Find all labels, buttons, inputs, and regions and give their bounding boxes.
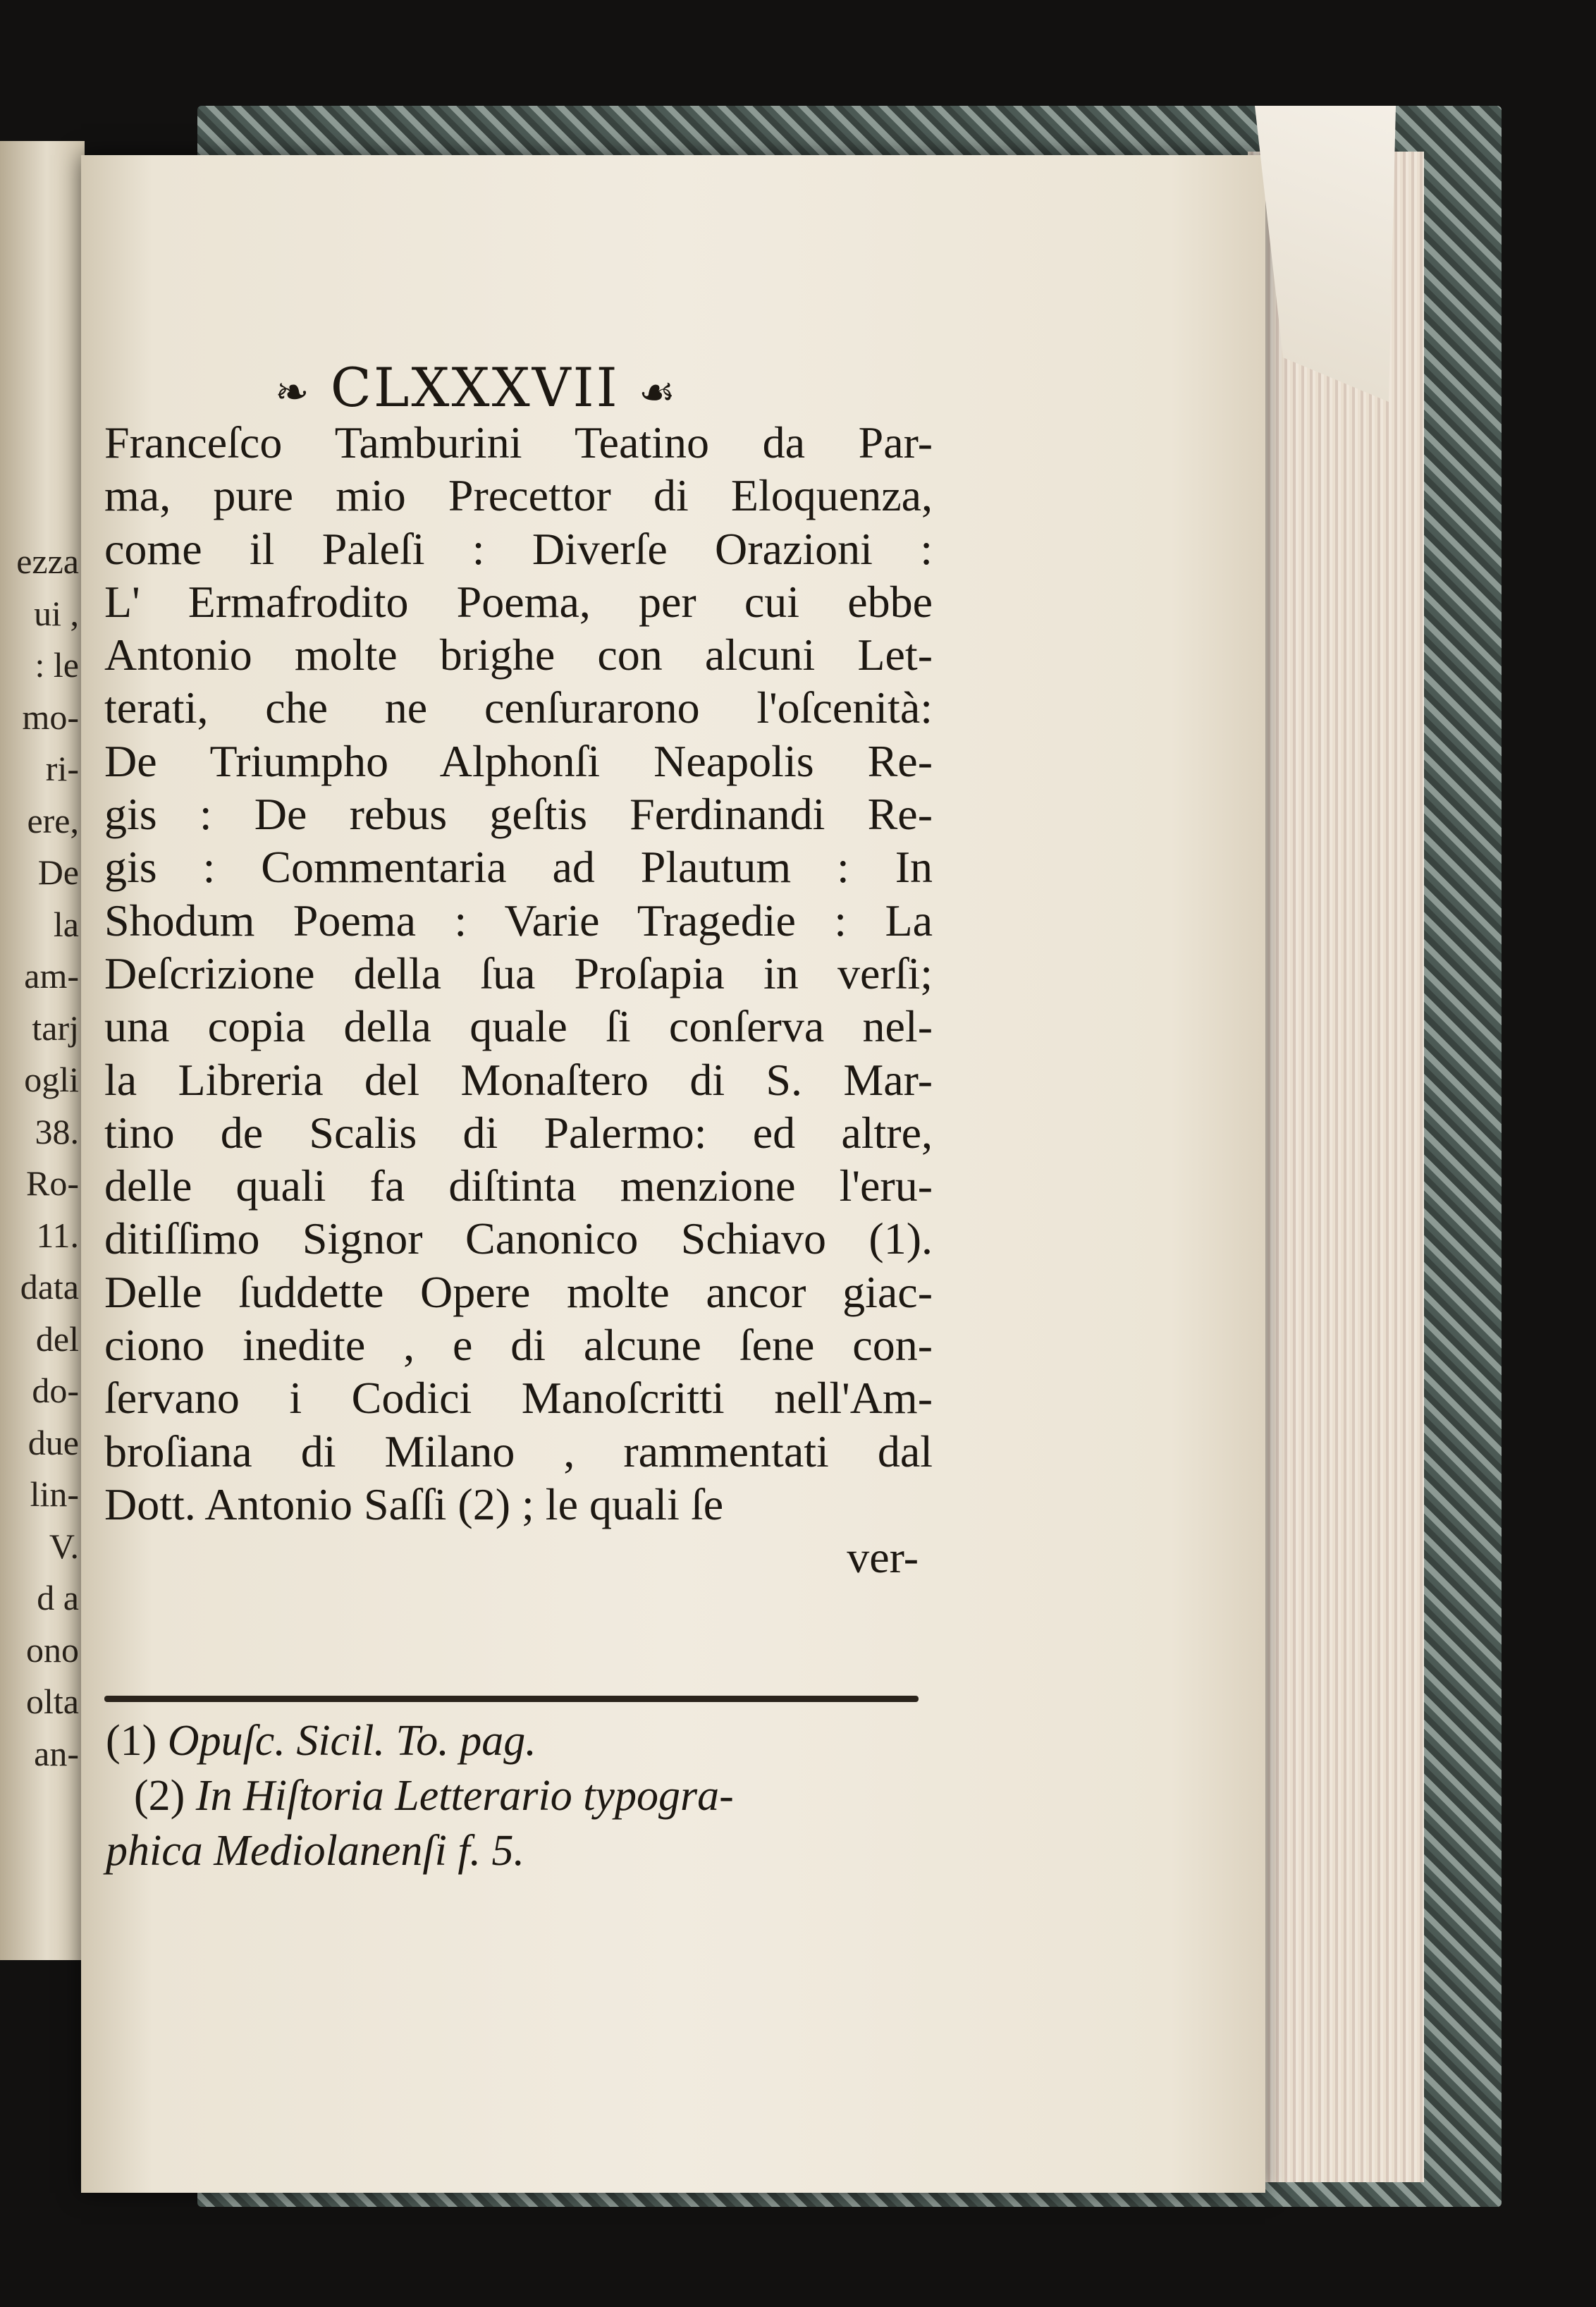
text-line: Delle ſuddette Opere molte ancor giac- [104, 1266, 933, 1317]
footnotes [106, 1713, 923, 1878]
text-line: Deſcrizione della ſua Proſapia in verſi; [104, 948, 933, 998]
left-page-fragment: ui , [34, 593, 79, 633]
text-line: Shodum Poema : Varie Tragedie : La [104, 895, 933, 946]
footnote-2 [106, 1768, 923, 1823]
footnote-text: Opuſc. Sicil. To. pag. [167, 1717, 536, 1765]
left-page-fragment: lin- [30, 1474, 79, 1514]
left-page-fragment: ere, [27, 800, 79, 840]
ornament-left-icon: ❧ [275, 368, 312, 416]
text-line: la Libreria del Monaſtero di S. Mar- [104, 1054, 933, 1105]
text-line: delle quali fa diſtinta menzione l'eru- [104, 1161, 933, 1211]
text-line: Dott. Antonio Saſſi (2) ; le quali ſe [104, 1479, 724, 1529]
left-page-fragment: an- [34, 1733, 79, 1773]
left-page-fragment: : le [35, 645, 79, 685]
text-line: Franceſco Tamburini Teatino da Par- [104, 417, 933, 467]
left-page-edge [0, 141, 85, 1960]
footnote-mark: (2) [134, 1772, 185, 1820]
text-line: tino de Scalis di Palermo: ed altre, [104, 1107, 933, 1158]
text-line: ma, pure mio Precettor di Eloquenza, [104, 470, 933, 521]
footnote-mark: (1) [106, 1717, 157, 1765]
text-line: gis : De rebus geſtis Ferdinandi Re- [104, 789, 933, 840]
left-page-fragment: 38. [35, 1111, 79, 1151]
text-line: Antonio molte brighe con alcuni Let- [104, 630, 933, 680]
left-page-fragment: De [37, 852, 79, 892]
page-fore-edge [1248, 152, 1424, 2182]
text-line: una copia della quale ſi conſerva nel- [104, 1001, 933, 1052]
left-page-fragment: am- [24, 956, 79, 996]
text-line: terati, che ne cenſurarono l'oſcenità: [104, 683, 933, 733]
left-page-fragment: tarj [32, 1008, 79, 1048]
text-line: come il Paleſi : Diverſe Orazioni : [104, 523, 933, 574]
footnote-text: phica Mediolanenſi f. 5. [106, 1827, 525, 1875]
ornament-right-icon: ☙ [638, 368, 677, 416]
text-line: ſervano i Codici Manoſcritti nell'Am- [104, 1373, 933, 1424]
left-page-fragment: Ro- [26, 1163, 79, 1203]
text-line: gis : Commentaria ad Plautum : In [104, 842, 933, 893]
left-page-fragment: V. [49, 1526, 79, 1566]
left-page-fragment: due [27, 1422, 79, 1462]
left-page-fragment: data [20, 1267, 79, 1307]
catchword: ver- [847, 1532, 919, 1583]
left-page-fragment: ezza [16, 541, 79, 581]
left-page-fragment: 11. [36, 1215, 79, 1255]
body-text [104, 416, 933, 1584]
text-line: De Triumpho Alphonſi Neapolis Re- [104, 735, 933, 786]
left-page-fragment: del [35, 1318, 79, 1359]
left-page-fragment: mo- [22, 697, 79, 737]
page-number-roman: CLXXXVII [330, 356, 620, 419]
text-line: ciono inedite , e di alcune ſene con- [104, 1320, 933, 1371]
page-header [275, 356, 768, 419]
left-page-fragment: do- [32, 1371, 79, 1410]
left-page-fragment: ono [26, 1629, 79, 1670]
left-page-fragment: d a [37, 1578, 79, 1617]
text-line: L' Ermafrodito Poema, per cui ebbe [104, 576, 933, 627]
left-page-fragment: la [53, 904, 79, 944]
footnote-text: In Hiſtoria Letterario typogra- [195, 1772, 734, 1820]
footnote-2-continuation [106, 1823, 923, 1878]
footnote-1 [106, 1713, 923, 1768]
left-page-fragment: ogli [24, 1060, 79, 1099]
left-page-fragment: olta [26, 1682, 79, 1721]
footnote-rule [104, 1696, 919, 1702]
left-page-fragments [0, 536, 83, 1780]
text-line: broſiana di Milano , rammentati dal [104, 1426, 933, 1476]
left-page-fragment: ri- [45, 749, 79, 788]
text-line: ditiſſimo Signor Canonico Schiavo (1). [104, 1213, 933, 1264]
